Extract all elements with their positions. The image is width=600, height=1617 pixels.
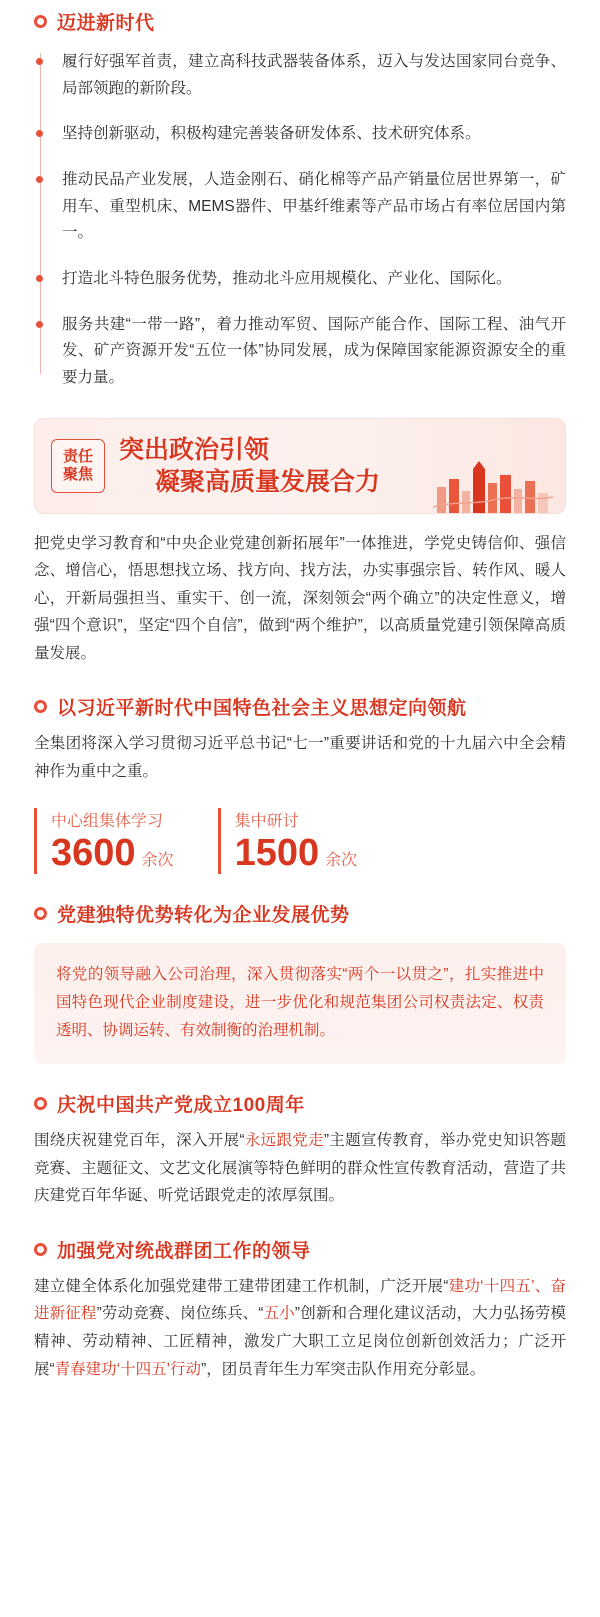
plain-text: ”劳动竞赛、岗位练兵、“ [96, 1305, 264, 1323]
bullet-dot-icon [34, 15, 47, 28]
bullet-dot-icon [34, 907, 47, 920]
highlighted-text: 建功‘十四五’、奋进新征程 [34, 1277, 566, 1323]
plain-text: ”主题宣传教育，举办党史知识答题竞赛、主题征文、文艺文化展演等特色鲜明的群众性宣传教育活动，营造了共庆建党百年华诞、听党话跟党走的浓厚氛围。 [34, 1132, 566, 1205]
banner-badge-line2: 聚焦 [62, 465, 93, 483]
section-heading-label: 以习近平新时代中国特色社会主义思想定向领航 [57, 698, 467, 720]
stat-unit: 余次 [325, 851, 358, 869]
list-item: 服务共建“一带一路”，着力推动军贸、国际产能合作、国际工程、油气开发、矿产资源开发“五位一体”协同发展，成为保障国家能源资源安全的重要力量。 [62, 312, 566, 392]
section-banner [34, 418, 566, 514]
banner-title-line2: 凝聚高质量发展合力 [155, 467, 381, 496]
plain-text: 建立健全体系化加强党建带工建带团建工作机制，广泛开展“ [34, 1277, 449, 1295]
banner-badge-line1: 责任 [62, 448, 93, 466]
stat-unit: 余次 [141, 851, 174, 869]
stat-label: 中心组集体学习 [51, 812, 164, 830]
section-heading-party-advantage [34, 900, 566, 927]
plain-text: 围绕庆祝建党百年，深入开展“ [34, 1132, 245, 1150]
section-paragraph [34, 1127, 566, 1210]
section-heading-label: 迈进新时代 [57, 13, 155, 34]
stat-label: 集中研讨 [234, 812, 299, 830]
bullet-dot-icon [34, 1097, 47, 1110]
timeline-list [40, 49, 566, 392]
section-heading-label: 加强党对统战群团工作的领导 [57, 1240, 311, 1262]
plain-text: ”创新和合理化建议活动，大力弘扬劳模精神、劳动精神、工匠精神，激发广大职工立足岗位创新创效活力；广泛开展“ [34, 1305, 566, 1378]
banner-title [119, 434, 380, 498]
section-heading-navigate [34, 693, 566, 720]
section-heading-new-era [34, 8, 566, 35]
highlighted-text: 青春建功‘十四五’行动 [54, 1360, 202, 1378]
report-page [0, 8, 600, 1617]
stat-value: 1500 [234, 831, 320, 874]
list-item: 推动民品产业发展，人造金刚石、硝化棉等产品产销量位居世界第一，矿用车、重型机床、MEMS器件、甲基纤维素等产品市场占有率位居国内第一。 [62, 167, 566, 247]
section-heading-label: 党建独特优势转化为企业发展优势 [57, 905, 350, 927]
stat-item [34, 808, 174, 875]
section-paragraph [34, 1273, 566, 1383]
section-heading-centenary [34, 1090, 566, 1117]
bullet-dot-icon [34, 1243, 47, 1256]
list-item: 履行好强军首责，建立高科技武器装备体系，迈入与发达国家同台竞争、局部领跑的新阶段。 [62, 49, 566, 102]
list-item: 打造北斗特色服务优势，推动北斗应用规模化、产业化、国际化。 [62, 266, 566, 293]
quote-box: 将党的领导融入公司治理，深入贯彻落实“两个一以贯之”，扎实推进中国特色现代企业制度建设，进一步优化和规范集团公司权责法定、权责透明、协调运转、有效制衡的治理机制。 [34, 943, 566, 1064]
stat-item [218, 808, 358, 875]
plain-text: ”，团员青年生力军突击队作用充分彰显。 [201, 1360, 486, 1378]
highlighted-text: 五小 [263, 1305, 295, 1323]
stat-value: 3600 [51, 831, 136, 874]
city-skyline-icon [433, 457, 553, 513]
list-item: 坚持创新驱动，积极构建完善装备研发体系、技术研究体系。 [62, 121, 566, 148]
section-heading-label: 庆祝中国共产党成立100周年 [57, 1095, 305, 1117]
intro-paragraph: 把党史学习教育和“中央企业党建创新拓展年”一体推进，学党史铸信仰、强信念、增信心，悟思想找立场、找方向、找方法，办实事强宗旨、转作风、暖人心，开新局强担当、重实干、创一流，深刻领会“两个确立”的决定性意义，增强“四个意识”，坚定“四个自信”，做到“两个维护”，以高质量党建引领保障高质量发展。 [34, 534, 566, 662]
section-heading-united-front [34, 1236, 566, 1263]
banner-badge [51, 439, 105, 493]
section-paragraph: 全集团将深入学习贯彻习近平总书记“七一”重要讲话和党的十九届六中全会精神作为重中之重。 [34, 735, 566, 781]
stats-group [34, 808, 566, 875]
bullet-dot-icon [34, 700, 47, 713]
highlighted-text: 永远跟党走 [244, 1132, 324, 1150]
banner-title-line1: 突出政治引领 [119, 435, 270, 464]
